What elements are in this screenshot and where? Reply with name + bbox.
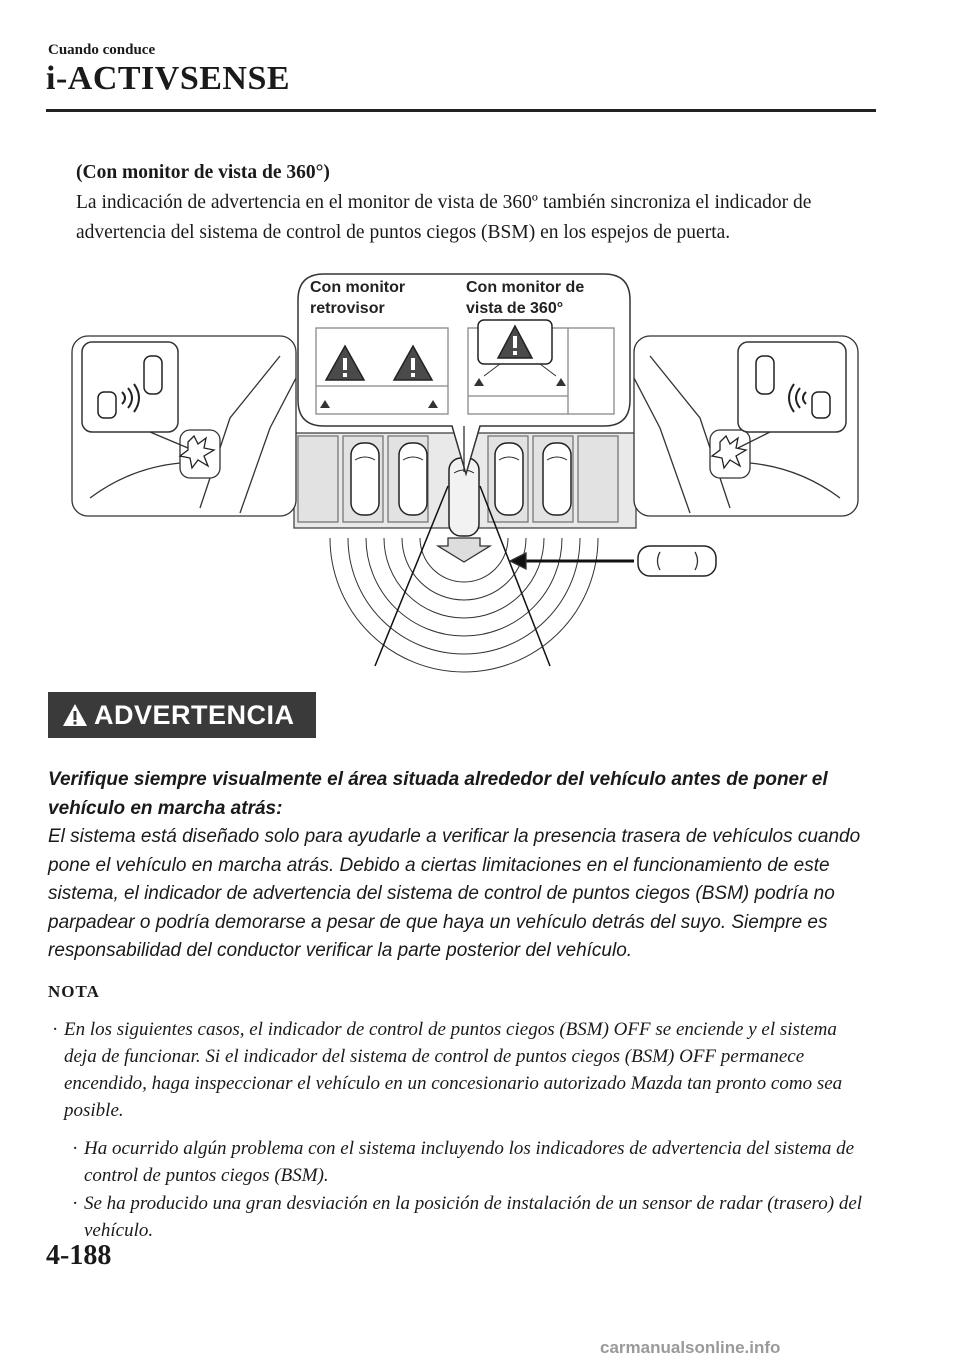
warning-banner <box>48 692 316 738</box>
section-title: i-ACTIVSENSE <box>46 60 291 97</box>
label-360-line2: vista de 360° <box>466 300 564 317</box>
note-subitem: · Se ha producido una gran desviación en la posición de instalación de un sensor de radar (trasero) del vehículo. <box>72 1193 863 1241</box>
note-subitem-text: Ha ocurrido algún problema con el sistema incluyendo los indicadores de advertencia del sistema de control de puntos ciegos (BSM). <box>84 1138 855 1186</box>
bsm-diagram <box>70 268 860 673</box>
note-subitem: · Ha ocurrido algún problema con el sistema incluyendo los indicadores de advertencia del sistema de control de puntos ciegos (BSM). <box>72 1138 855 1186</box>
section-small-title: Cuando conduce <box>48 42 156 58</box>
label-360-line1: Con monitor de <box>466 279 585 296</box>
note-title: NOTA <box>48 982 100 1001</box>
warning-text <box>48 766 878 966</box>
watermark: carmanualsonline.info <box>600 1338 781 1357</box>
intro-subtitle: (Con monitor de vista de 360°) <box>76 162 330 183</box>
header-rule <box>46 109 876 112</box>
warning-icon <box>62 703 88 727</box>
label-rearview-line1: Con monitor <box>310 279 406 296</box>
warning-heading: Verifique siempre visualmente el área situada alrededor del vehículo antes de poner el vehículo en marcha atrás: <box>48 769 828 819</box>
page-number: 4-188 <box>46 1240 112 1271</box>
warning-body: El sistema está diseñado solo para ayudarle a verificar la presencia trasera de vehículos cuando pone el vehículo en marcha atrás. Debido a ciertas limitaciones en el funcionamiento de este sistema, el indicador de advertencia del sistema de control de puntos ciegos (BSM) podría no parpadear o podría demorarse a pesar de que haya un vehículo detrás del suyo. Siempre es responsabilidad del conductor verificar la parte posterior del vehículo. <box>48 826 861 961</box>
note-subitem-text: Se ha producido una gran desviación en la posición de instalación de un sensor de radar (trasero) del vehículo. <box>84 1193 863 1241</box>
note-item-text: En los siguientes casos, el indicador de control de puntos ciegos (BSM) OFF se enciende y el sistema deja de funcionar. Si el indicador del sistema de control de puntos ciegos (BSM) OFF permanece encendido, haga inspeccionar el vehículo en un concesionario autorizado Mazda tan pronto como sea posible. <box>64 1019 843 1121</box>
label-rearview-line2: retrovisor <box>310 300 385 317</box>
intro-body: La indicación de advertencia en el monitor de vista de 360º también sincroniza el indicador de advertencia del sistema de control de puntos ciegos (BSM) en los espejos de puerta. <box>76 192 812 243</box>
intro-block <box>76 158 876 248</box>
warning-banner-label: ADVERTENCIA <box>94 699 295 730</box>
note-item: · En los siguientes casos, el indicador de control de puntos ciegos (BSM) OFF se enciende y el sistema deja de funcionar. Si el indicador del sistema de control de puntos ciegos (BSM) OFF permanece encendido, haga inspeccionar el vehículo en un concesionario autorizado Mazda tan pronto como sea posible. <box>52 1019 843 1121</box>
